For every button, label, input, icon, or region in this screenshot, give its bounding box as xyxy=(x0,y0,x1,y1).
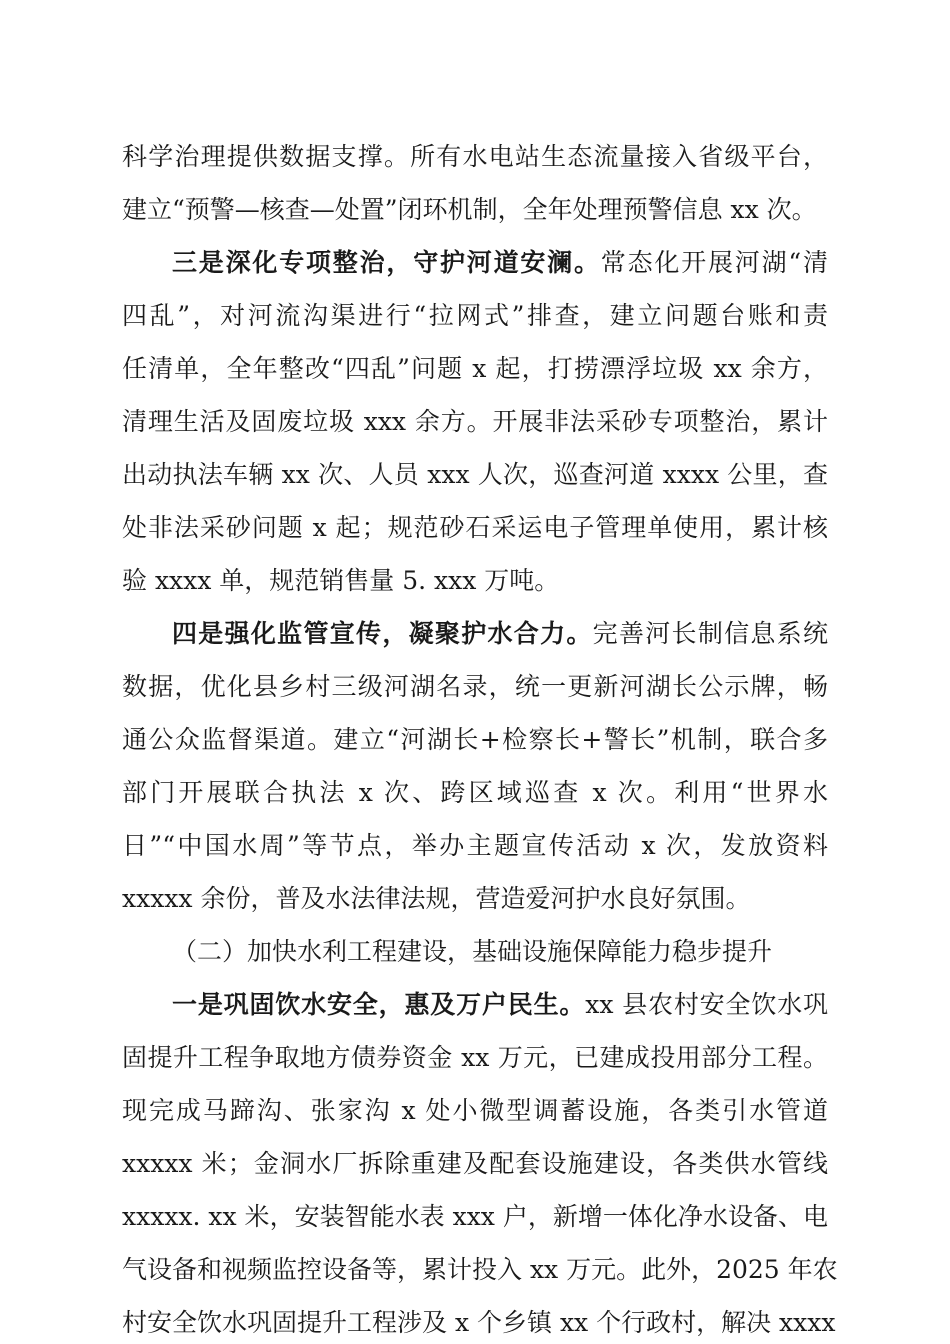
paragraph-line: 通公众监督渠道。建立“河湖长+检察长+警长”机制，联合多 xyxy=(122,725,828,754)
paragraph-line: 气设备和视频监控设备等，累计投入 xx 万元。此外，2025 年农 xyxy=(122,1255,838,1284)
paragraph-text: 完善河长制信息系统 xyxy=(592,619,828,648)
paragraph-line: 清理生活及固废垃圾 xxx 余方。开展非法采砂专项整治，累计 xyxy=(122,407,828,436)
paragraph-lead: 一是巩固饮水安全，惠及万户民生。 xyxy=(172,990,586,1019)
paragraph-line: xxxxx. xx 米，安装智能水表 xxx 户，新增一体化净水设备、电 xyxy=(122,1202,828,1231)
paragraph-line: 村安全饮水巩固提升工程涉及 x 个乡镇 xx 个行政村，解决 xxxx xyxy=(122,1308,836,1337)
paragraph-first-line xyxy=(172,988,828,1022)
paragraph-line: 数据，优化县乡村三级河湖名录，统一更新河湖长公示牌，畅 xyxy=(122,672,828,701)
paragraph-line: 现完成马蹄沟、张家沟 x 处小微型调蓄设施，各类引水管道 xyxy=(122,1096,828,1125)
paragraph-first-line xyxy=(172,246,828,280)
paragraph-line: xxxxx 米；金洞水厂拆除重建及配套设施建设，各类供水管线 xyxy=(122,1149,828,1178)
paragraph-lead: 三是深化专项整治，守护河道安澜。 xyxy=(172,248,601,277)
paragraph-line: 处非法采砂问题 x 起；规范砂石采运电子管理单使用，累计核 xyxy=(122,513,828,542)
paragraph-lead: 四是强化监管宣传，凝聚护水合力。 xyxy=(172,619,593,648)
paragraph-line: 固提升工程争取地方债券资金 xx 万元，已建成投用部分工程。 xyxy=(122,1043,828,1072)
paragraph-line: 出动执法车辆 xx 次、人员 xxx 人次，巡查河道 xxxx 公里，查 xyxy=(122,460,828,489)
paragraph-first-line xyxy=(172,617,828,651)
paragraph-text: 常态化开展河湖“清 xyxy=(600,248,828,277)
paragraph-line: 四乱”，对河流沟渠进行“拉网式”排查，建立问题台账和责 xyxy=(122,301,828,330)
paragraph-line: 建立“预警—核查—处置”闭环机制，全年处理预警信息 xx 次。 xyxy=(122,195,817,224)
paragraph-line: 日”“中国水周”等节点，举办主题宣传活动 x 次，发放资料 xyxy=(122,831,828,860)
paragraph-line: xxxxx 余份，普及水法律法规，营造爱河护水良好氛围。 xyxy=(122,884,751,913)
paragraph-text: xx 县农村安全饮水巩 xyxy=(585,990,828,1019)
section-heading: （二）加快水利工程建设，基础设施保障能力稳步提升 xyxy=(172,937,773,966)
paragraph-line: 科学治理提供数据支撑。所有水电站生态流量接入省级平台， xyxy=(122,142,828,171)
paragraph-line: 部门开展联合执法 x 次、跨区域巡查 x 次。利用“世界水 xyxy=(122,778,828,807)
paragraph-line: 任清单，全年整改“四乱”问题 x 起，打捞漂浮垃圾 xx 余方， xyxy=(122,354,828,383)
paragraph-line: 验 xxxx 单，规范销售量 5. xxx 万吨。 xyxy=(122,566,560,595)
